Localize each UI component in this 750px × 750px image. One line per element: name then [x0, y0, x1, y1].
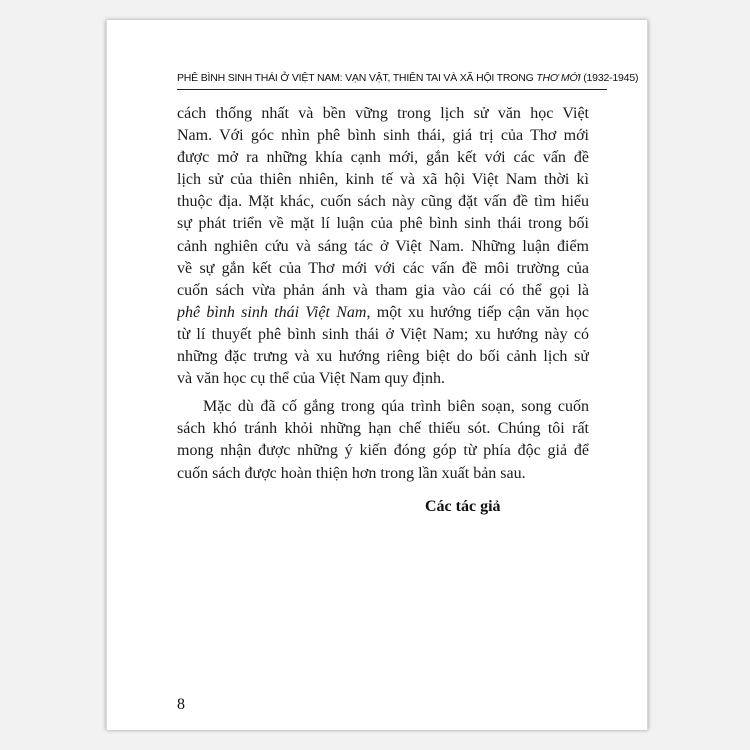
- book-page: [106, 20, 648, 730]
- paragraph-1-line: cuốn sách vừa phản ánh và tham gia vào cái có thể gọi là: [177, 281, 589, 299]
- running-header-italic-title: THƠ MỚI: [536, 72, 581, 84]
- paragraph-1-line: từ lí thuyết phê bình sinh thái ở Việt Nam; xu hướng này có: [177, 325, 589, 343]
- authors-signature: Các tác giả: [425, 498, 501, 515]
- running-header: [177, 72, 639, 90]
- ecocriticism-term: phê bình sinh thái Việt Nam: [177, 303, 367, 321]
- paragraph-1-line: và văn học cụ thể của Việt Nam quy định.: [177, 370, 445, 388]
- body-text: [177, 103, 589, 485]
- paragraph-2-line: mong nhận được những ý kiến đóng góp từ phía độc giả để: [177, 442, 589, 460]
- paragraph-1-line: những đặc trưng và xu hướng riêng biệt do bối cảnh lịch sử: [177, 348, 589, 366]
- paragraph-1-line: Nam. Với góc nhìn phê bình sinh thái, giá trị của Thơ mới: [177, 127, 589, 145]
- paragraph-1-line: thuộc địa. Mặt khác, cuốn sách này cũng đặt vấn đề tìm hiểu: [177, 193, 589, 211]
- paragraph-2-line: cuốn sách được hoàn thiện hơn trong lần xuất bản sau.: [177, 464, 526, 482]
- paragraph-1-line: về sự gắn kết của Thơ mới với các vấn đề môi trường của: [177, 259, 589, 277]
- paragraph-1-line: cách thống nhất và bền vững trong lịch sử văn học Việt: [177, 105, 589, 122]
- paragraph-2-line: Mặc dù đã cố gắng trong qúa trình biên soạn, song cuốn: [203, 398, 589, 416]
- paragraph-1-line: [177, 302, 589, 324]
- page-number: 8: [177, 696, 185, 713]
- paragraph-1-line-rest: , một xu hướng tiếp cận văn học: [366, 303, 589, 321]
- paragraph-1-line: được mở ra những khía cạnh mới, gắn kết với các vấn đề: [177, 149, 589, 167]
- paragraph-1-line: cảnh nghiên cứu và sáng tác ở Việt Nam. Những luận điểm: [177, 237, 589, 255]
- running-header-main: PHÊ BÌNH SINH THÁI Ở VIỆT NAM: VẠN VẬT, THIÊN TAI VÀ XÃ HỘI TRONG: [177, 72, 537, 84]
- paragraph-1-line: sự phát triển về mặt lí luận của phê bình sinh thái trong bối: [177, 215, 589, 233]
- paragraph-1-line: lịch sử của thiên nhiên, kinh tế và xã hội Việt Nam thời kì: [177, 171, 589, 189]
- running-header-years: (1932-1945): [580, 72, 639, 84]
- paragraph-2-line: sách khó tránh khỏi những hạn chế thiếu sót. Chúng tôi rất: [177, 420, 589, 438]
